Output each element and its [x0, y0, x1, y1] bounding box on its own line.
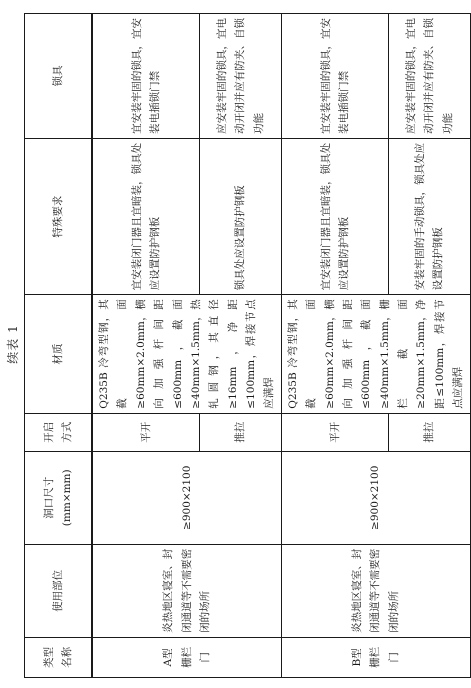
special-cell: 宜安装闭门器且宜暗装，锁具处应设置防护钢板	[92, 138, 200, 294]
lock-cell: 宜安装牢固的锁具，宜安装电插锁门禁	[92, 14, 200, 139]
lock-cell: 应安装牢固的锁具，宜电动开闭并应有防夹、自锁功能	[389, 14, 470, 139]
mode-cell: 平开	[92, 413, 200, 451]
header-row	[25, 14, 93, 678]
mode-cell: 平开	[281, 413, 389, 451]
header-location: 使用部位	[25, 544, 93, 637]
header-size: 洞口尺寸 (mm×mm)	[25, 451, 93, 544]
table-row	[92, 14, 200, 678]
special-cell: 锁具处应设置防护钢板	[200, 138, 281, 294]
special-cell: 宜安装闭门器且宜暗装，锁具处应设置防护钢板	[281, 138, 389, 294]
header-mode: 开启 方式	[25, 413, 93, 451]
material-cell: Q235B 冷弯型钢，其截面≥60mm×2.0mm，横向加强杆间距≤600mm，截面≥40mm×1.5mm，热轧圆钢，其直径≥16mm，净距≤100mm，焊接节点应满焊	[92, 295, 281, 413]
size-cell: ≥900×2100	[281, 451, 470, 544]
lock-cell: 宜安装牢固的锁具，宜安装电插锁门禁	[281, 14, 389, 139]
spec-table	[24, 13, 471, 678]
mode-cell: 推拉	[389, 413, 470, 451]
location-cell: 炎热地区寝室、封闭通道等不需要密闭的场所	[92, 544, 281, 637]
header-material: 材质	[25, 295, 93, 413]
header-lock: 锁具	[25, 14, 93, 139]
special-cell: 安装牢固的手动锁具，锁具处应设置防护钢板	[389, 138, 470, 294]
table-row	[281, 14, 389, 678]
lock-cell: 应安装牢固的锁具，宜电动开闭并应有防夹、自锁功能	[200, 14, 281, 139]
material-cell: Q235B 冷弯型钢，其截面≥60mm×2.0mm，横向加强杆间距≤600mm，截面≥40mm×1.5mm，栅栏截面≥20mm×1.5mm，净距≤100mm，焊接节点应满焊	[281, 295, 470, 413]
header-special: 特殊要求	[25, 138, 93, 294]
mode-cell: 推拉	[200, 413, 281, 451]
table-caption: 续表 1	[6, 324, 20, 364]
size-cell: ≥900×2100	[92, 451, 281, 544]
location-cell: 炎热地区寝室、封闭通道等不需要密闭的场所	[281, 544, 470, 637]
type-cell: B型 栅栏 门	[281, 637, 470, 677]
header-type: 类型 名称	[25, 637, 93, 677]
type-cell: A型 栅栏 门	[92, 637, 281, 677]
